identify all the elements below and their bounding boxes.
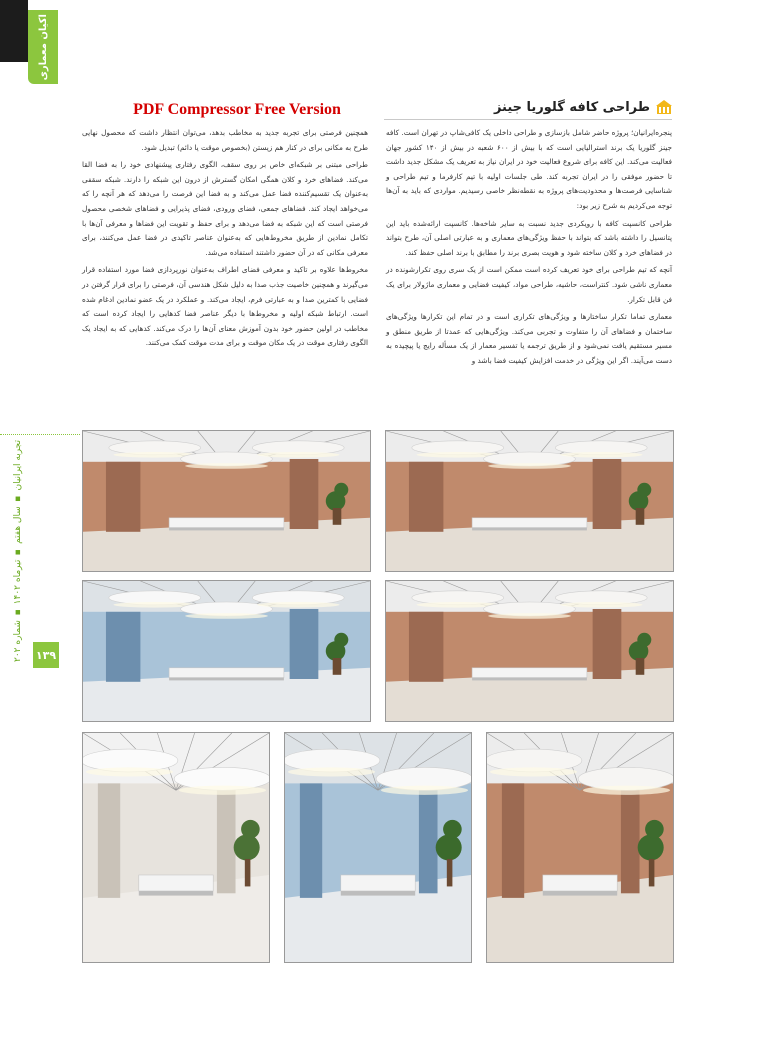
building-icon <box>656 100 672 114</box>
cafe-window-booth-photo <box>486 732 674 963</box>
section-tab: اکیان معماری <box>28 10 58 84</box>
title-underline <box>384 119 672 120</box>
page-number: ۱۳۹ <box>33 642 59 668</box>
cafe-glass-hall-photo-art <box>83 581 370 721</box>
paragraph: طراحی مبتنی بر شبکه‌ای خاص بر روی سقف، الگوی رفتاری پیشنهادی خود را به فضا القا می‌کند. فضاهای خرد و کلان همگی امکان گسترش از درون این شبکه را دارند. شبکه سقفی به‌عنوان یک تقسیم‌کننده فضا عمل می‌کند و به فضا این فرصت را می‌دهد که هر آنچه را که می‌خواهد ایجاد کند. فضاهای جمعی، فضای ورودی، فضای پذیرایی و فضاهای شخصی محصول فرصتی است که این شبکه به فضا می‌دهد و برای حفظ و تقویت این فضاها و معرفی آن‌ها با تکامل نمادین از طریق مخروط‌هایی که به‌عنوان عناصر تاکیدی در فضا عمل می‌کنند، برای معرفی مکانی که در آن حضور داشتند استفاده می‌شد. <box>82 160 368 257</box>
side-divider <box>0 434 80 435</box>
cafe-seating-photo <box>385 580 674 722</box>
cafe-corridor-photo <box>284 732 472 963</box>
cafe-counter-photo-art <box>83 431 370 571</box>
watermark: PDF Compressor Free Version <box>133 101 341 118</box>
paragraph: آنچه که تیم طراحی برای خود تعریف کرده است ممکن است از یک سری روی تکرارشونده در معماری ناشی شود. کنتراست، حاشیه، طراحی مواد، کیفیت فضایی و معماری ماژولار برای یک فن قابل تکرار. <box>386 265 672 304</box>
cafe-entrance-photo <box>385 430 674 572</box>
cafe-entrance-photo-art <box>386 431 673 571</box>
cafe-glass-hall-photo <box>82 580 371 722</box>
corner-block <box>0 0 28 62</box>
cafe-white-hall-photo <box>82 732 270 963</box>
paragraph: طراحی کانسپت کافه با رویکردی جدید نسبت به سایر شاخه‌ها. کانسپت ارائه‌شده باید این پتانسیل را داشته باشد که بتواند با حفظ ویژگی‌های معماری و به عبارتی اصلی آن، طرح بتواند در فضاهای خرد و کلان ساخته شود و هویت بصری برند را مطابق با برند اصلی حفظ کند. <box>386 218 672 257</box>
paragraph: پنجره‌ایرانیان؛ پروژه حاضر شامل بازسازی و طراحی داخلی یک کافی‌شاپ در تهران است. کافه جینز گلوریا یک برند استرالیایی است که با بیش از ۶۰۰ شعبه در بیش از ۱۴۰ کشور جهان فعالیت می‌کند. این کافه برای شروع فعالیت خود در ایران نیاز به تعریف یک مشکل جدید داشت تا حضور موفقی را در ایران تجربه کند. طی جلسات اولیه با تیم کارفرما و تیم طراحی و شناسایی فرصت‌ها و محدودیت‌های پروژه به نقطه‌نظر خاصی رسیدیم. مواردی که باید به آن‌ها توجه می‌کردیم به شرح زیر بود: <box>386 128 673 210</box>
paragraph: مخروط‌ها علاوه بر تاکید و معرفی فضای اطراف به‌عنوان نورپردازی فضا مورد استفاده قرار می‌گیرند و همچنین خاصیت جذب صدا به دلیل شکل هندسی آن، فرصتی را برای قرار گرفتن در فضایی با کمترین صدا و به عبارتی فرم، ایجاد می‌کند. و عملکرد در یک عضو نمادین ادغام شده است. ارتباط شبکه اولیه و مخروط‌ها با دیگر عناصر فضا کدهایی را ایجاد کرده است که مخاطب در اولین حضور خود بدون آموزش معنای آن‌ها را درک می‌کند. کدهایی که به ایجاد یک الگوی رفتاری موقت در یک مکان موقت و برای مدت موقت کمک می‌کنند. <box>82 265 368 348</box>
paragraph: همچنین فرصتی برای تجربه جدید به مخاطب بدهد، می‌توان انتظار داشت که محصول نهایی طرح به مکانی برای در کنار هم زیستن (بخصوص موقت یا دائم) تبدیل شود. <box>82 128 368 152</box>
article-title: طراحی کافه گلوریا جینز <box>493 99 650 115</box>
cafe-corridor-photo-art <box>285 733 471 962</box>
cafe-seating-photo-art <box>386 581 673 721</box>
paragraph: معماری تماما تکرار ساختارها و ویژگی‌های تکراری است و در تمام این تکرارها ویژگی‌های ساختمان و فضاهای آن را متفاوت و تجربی می‌کند. ویژگی‌هایی که عمدتا از طریق منطق و مسیر مستقیم یافت نمی‌شود و از طریق ترجمه یا تفسیر معمار از یک مسأله رایج یا پیچیده به دست می‌آیند. اگر این ویژگی در خدمت افزایش کیفیت فضا باشد و <box>386 312 672 365</box>
article-header <box>384 96 672 118</box>
left-column <box>82 126 368 354</box>
cafe-window-booth-photo-art <box>487 733 673 962</box>
cafe-white-hall-photo-art <box>83 733 269 962</box>
cafe-counter-photo <box>82 430 371 572</box>
right-column <box>386 126 672 372</box>
side-caption: تجربه ایرانیان ▪ سال هفتم ▪ تیرماه ۱۴۰۲ ▪ شماره ۲۰۲ <box>13 440 23 662</box>
